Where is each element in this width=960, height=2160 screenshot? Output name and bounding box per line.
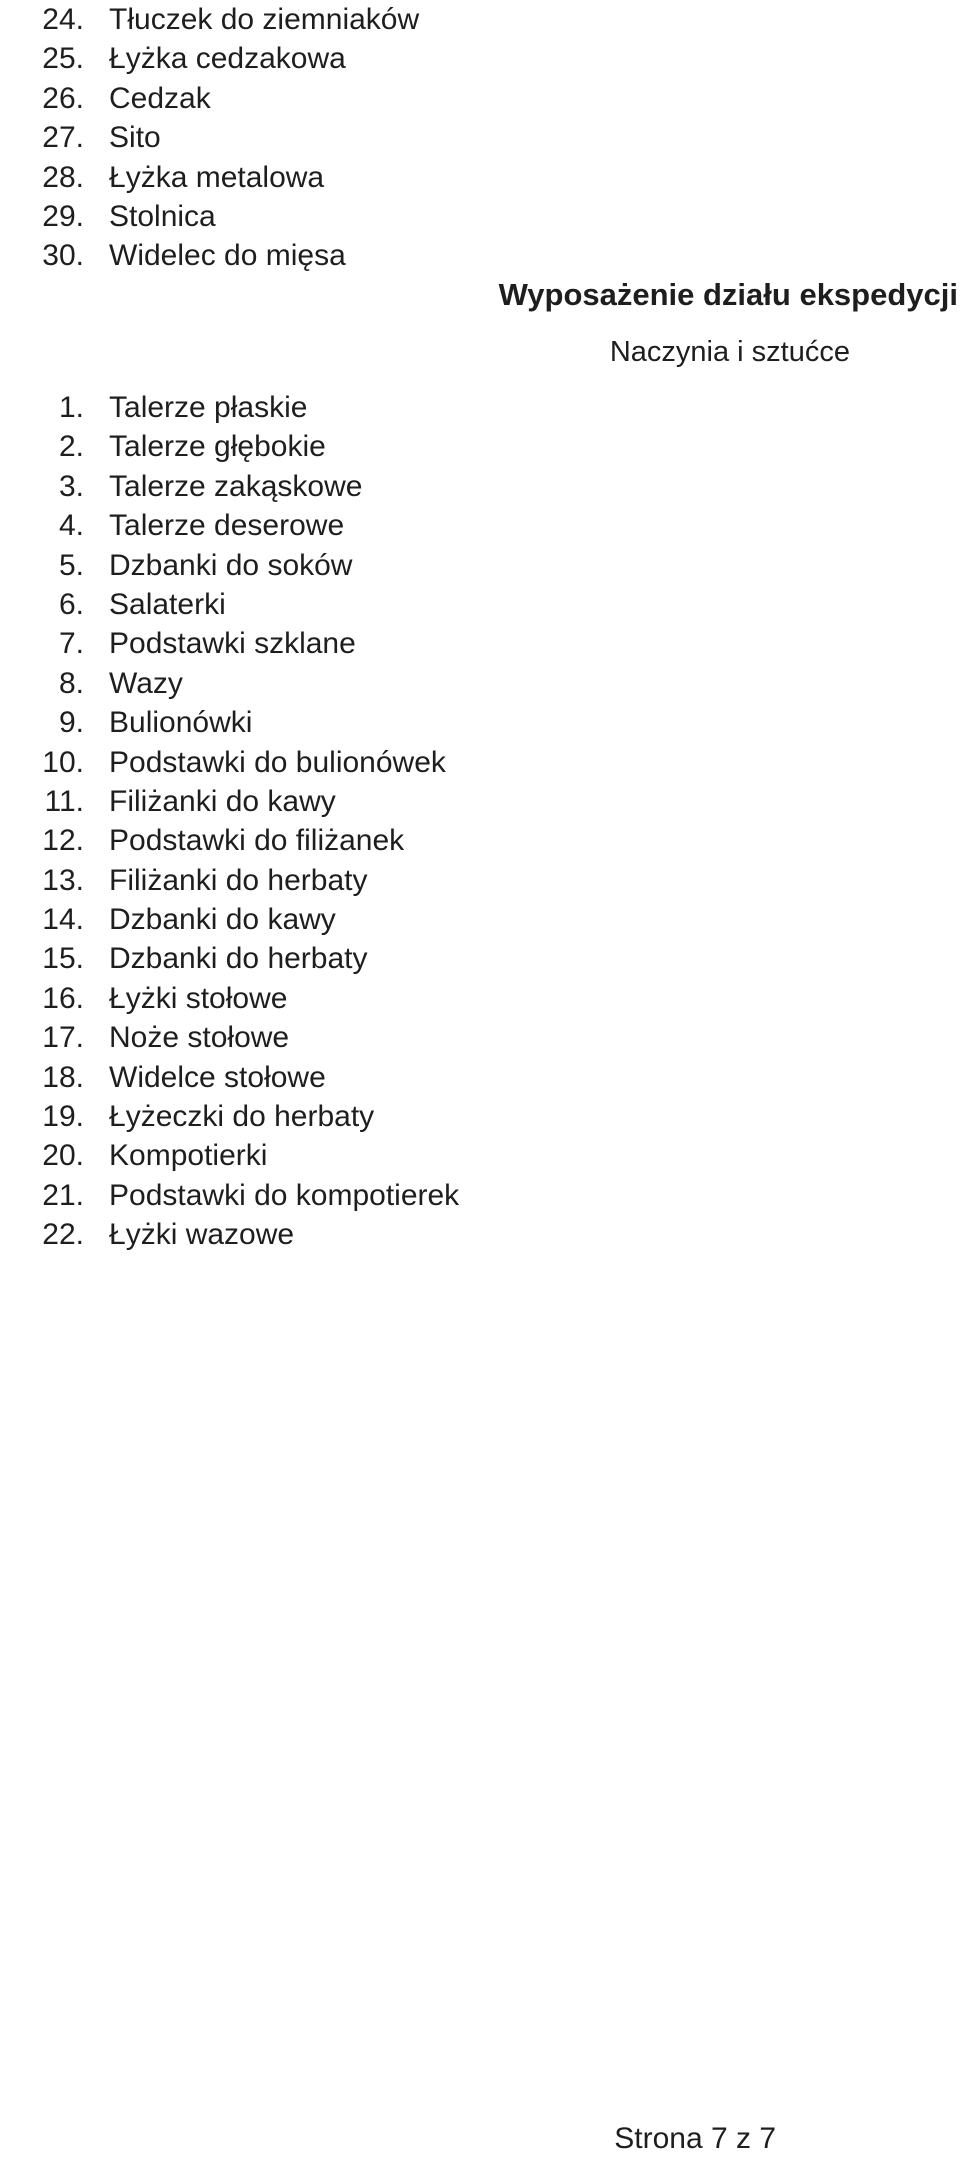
- list-item-number: 21.: [42, 1178, 84, 1212]
- list-item-number: 27.: [42, 121, 84, 155]
- section-title: Wyposażenie działu ekspedycji: [498, 277, 958, 312]
- list-item-label: Podstawki do bulionówek: [109, 745, 446, 779]
- list-item-number: 10.: [42, 745, 84, 779]
- list-item-number: 6.: [58, 587, 84, 621]
- list-item: [0, 900, 459, 939]
- list-item-label: Sito: [109, 121, 161, 155]
- list-item: [0, 158, 419, 197]
- list-item: [0, 0, 419, 39]
- list-item: [0, 821, 459, 860]
- list-item-label: Cedzak: [109, 81, 211, 115]
- list-item: [0, 79, 419, 118]
- list-item: [0, 1018, 459, 1057]
- page-number-footer: Strona 7 z 7: [614, 2122, 776, 2155]
- list-item-label: Kompotierki: [109, 1139, 268, 1173]
- list-item: [0, 585, 459, 624]
- list-item-label: Podstawki szklane: [109, 627, 356, 661]
- list-item: [0, 743, 459, 782]
- list-item: [0, 979, 459, 1018]
- list-item: [0, 1097, 459, 1136]
- list-item-label: Widelec do mięsa: [109, 239, 346, 273]
- list-item-label: Noże stołowe: [109, 1021, 290, 1055]
- list-item-number: 13.: [42, 863, 84, 897]
- list-item-label: Talerze deserowe: [109, 509, 345, 543]
- list-item-number: 14.: [42, 903, 84, 937]
- list-item: [0, 939, 459, 978]
- list-item: [0, 624, 459, 663]
- list-item-number: 1.: [58, 391, 84, 424]
- list-item-number: 18.: [42, 1060, 84, 1094]
- list-item-label: Filiżanki do kawy: [109, 784, 336, 818]
- list-item-number: 28.: [42, 160, 84, 194]
- list-item-number: 5.: [58, 548, 84, 582]
- list-item: [0, 1215, 459, 1254]
- list-item: [0, 467, 459, 506]
- list-item: [0, 39, 419, 78]
- list-item-label: Łyżka cedzakowa: [109, 42, 346, 76]
- list-item: [0, 388, 459, 427]
- list-item: [0, 506, 459, 545]
- list-item-number: 26.: [42, 81, 84, 115]
- list-item: [0, 1058, 459, 1097]
- list-item-label: Stolnica: [109, 199, 216, 233]
- list-item-label: Wazy: [109, 666, 183, 700]
- list-item-number: 2.: [58, 430, 84, 464]
- list-item: [0, 1176, 459, 1215]
- list-item: [0, 664, 459, 703]
- list-item: [0, 236, 419, 275]
- list-item-number: 11.: [44, 784, 84, 818]
- list-item-label: Talerze głębokie: [109, 430, 326, 464]
- list-item: [0, 1136, 459, 1175]
- list-item: [0, 703, 459, 742]
- list-item-number: 20.: [42, 1139, 84, 1173]
- list-item: [0, 782, 459, 821]
- list-item-label: Filiżanki do herbaty: [109, 863, 368, 897]
- list-item-label: Dzbanki do kawy: [109, 903, 336, 937]
- list-item-label: Dzbanki do soków: [109, 548, 353, 582]
- list-item-number: 8.: [58, 666, 84, 700]
- subsection-title: Naczynia i sztućce: [609, 336, 850, 368]
- list-item-number: 12.: [42, 824, 84, 858]
- list-item: [0, 427, 459, 466]
- list-item-number: 16.: [42, 981, 84, 1015]
- list-item-number: 9.: [58, 706, 84, 740]
- list-item-number: 22.: [42, 1218, 84, 1252]
- list-item-label: Widelce stołowe: [109, 1060, 326, 1094]
- list-item: [0, 118, 419, 157]
- tableware-list: [0, 388, 459, 1255]
- kitchen-tools-list-continued: [0, 0, 419, 276]
- list-item-label: Dzbanki do herbaty: [109, 942, 368, 976]
- list-item-number: 3.: [58, 469, 84, 503]
- list-item-number: 17.: [42, 1021, 84, 1055]
- list-item-label: Bulionówki: [109, 706, 253, 740]
- list-item-number: 30.: [42, 239, 84, 273]
- list-item-number: 24.: [42, 3, 84, 36]
- list-item-label: Talerze zakąskowe: [109, 469, 363, 503]
- list-item-number: 29.: [42, 199, 84, 233]
- list-item-label: Łyżeczki do herbaty: [109, 1100, 375, 1134]
- list-item-label: Łyżka metalowa: [109, 160, 325, 194]
- list-item-number: 15.: [42, 942, 84, 976]
- list-item-label: Łyżki wazowe: [109, 1218, 295, 1252]
- list-item-number: 25.: [42, 42, 84, 76]
- list-item-number: 19.: [42, 1100, 84, 1134]
- list-item-label: Łyżki stołowe: [109, 981, 288, 1015]
- list-item: [0, 197, 419, 236]
- list-item-label: Salaterki: [109, 587, 226, 621]
- list-item: [0, 546, 459, 585]
- list-item: [0, 861, 459, 900]
- list-item-label: Podstawki do kompotierek: [109, 1178, 460, 1212]
- list-item-label: Talerze płaskie: [109, 391, 308, 424]
- list-item-number: 4.: [58, 509, 84, 543]
- list-item-label: Podstawki do filiżanek: [109, 824, 405, 858]
- list-item-number: 7.: [58, 627, 84, 661]
- list-item-label: Tłuczek do ziemniaków: [109, 3, 420, 36]
